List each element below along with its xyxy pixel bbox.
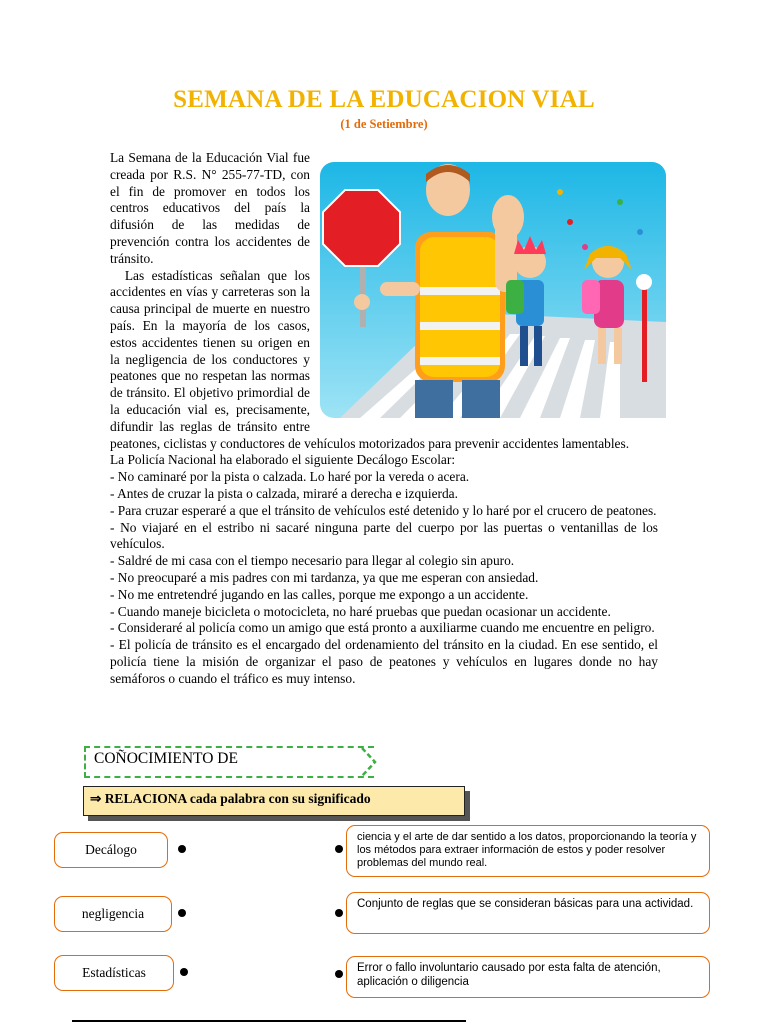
decalogo-item: - Cuando maneje bicicleta o motocicleta, no haré pruebas que puedan ocasionar un accidente. xyxy=(110,603,611,619)
decalogo-item: - Para cruzar esperaré a que el tránsito de vehículos esté detenido y lo haré por el crucero de peatones. xyxy=(110,502,657,518)
decalogo-item: - No me entretendré jugando en las calles, porque me expongo a un accidente. xyxy=(110,586,529,602)
definition-dot[interactable] xyxy=(335,845,343,853)
term-box[interactable]: negligencia xyxy=(54,896,172,932)
arrow-right-icon: ⇒ xyxy=(90,791,102,806)
traffic-education-illustration xyxy=(320,162,666,418)
article-body xyxy=(110,150,658,688)
dashed-arrow-icon xyxy=(360,746,378,778)
term-box[interactable]: Estadísticas xyxy=(54,955,174,991)
decalogo-item: - No preocuparé a mis padres con mi tardanza, ya que me esperan con ansiedad. xyxy=(110,569,539,585)
decalogo-item: - El policía de tránsito es el encargado del ordenamiento del tránsito en la ciudad. En ese sentido, el policía tiene la misión de organizar el paso de peatones y vehículos en lugares donde no hay semáforos o cuando el tráfico es muy intenso. xyxy=(110,637,658,686)
bottom-box-edge xyxy=(72,1020,466,1024)
decalogo-item: - Saldré de mi casa con el tiempo necesario para llegar al colegio sin apuro. xyxy=(110,553,515,569)
term-dot[interactable] xyxy=(180,968,188,976)
section-label: COÑOCIMIENTO DE xyxy=(94,750,238,767)
page-title: SEMANA DE LA EDUCACION VIAL xyxy=(173,86,595,113)
term-dot[interactable] xyxy=(178,909,186,917)
term-box[interactable]: Decálogo xyxy=(54,832,168,868)
decalogo-item: - No viajaré en el estribo ni sacaré ninguna parte del cuerpo por las puertas o ventanillas de los vehículos. xyxy=(110,519,658,552)
definition-dot[interactable] xyxy=(335,909,343,917)
decalogo-item: - Antes de cruzar la pista o calzada, miraré a derecha e izquierda. xyxy=(110,485,458,501)
page-subtitle: (1 de Setiembre) xyxy=(340,117,428,131)
definition-dot[interactable] xyxy=(335,970,343,978)
decalogo-item: - No caminaré por la pista o calzada. Lo haré por la vereda o acera. xyxy=(110,469,470,485)
paragraph: La Semana de la Educación Vial fue creada por R.S. N° 255-77-TD, con el fin de promover en todos los centros educativos del país la difusión de las medidas de prevención contra los accidentes de tránsito. xyxy=(110,150,310,266)
term-dot[interactable] xyxy=(178,845,186,853)
definition-box[interactable]: Error o fallo involuntario causado por esta falta de atención, aplicación o diligencia xyxy=(346,956,710,998)
decalogo-item: - Consideraré al policía como un amigo que está pronto a auxiliarme cuando me encuentre en peligro. xyxy=(110,620,655,636)
definition-box[interactable]: ciencia y el arte de dar sentido a los datos, proporcionando la teoría y los métodos para extraer información de estos y poder resolver problemas del mundo real. xyxy=(346,825,710,877)
instruction-text: RELACIONA cada palabra con su significado xyxy=(104,791,371,806)
instruction-box xyxy=(83,786,465,816)
paragraph: La Policía Nacional ha elaborado el siguiente Decálogo Escolar: xyxy=(110,452,456,468)
paragraph: Las estadísticas señalan que los accidentes en vías y carreteras son la causa principal de muerte en nuestro país. En la mayoría de los casos, estos accidentes tienen su origen en la negligencia de los conductores y peatones que no respetan las normas de tránsito. El objetivo primordial de la educación vial es, precisamente, difundir las reglas de tránsito entre peatones, ciclistas y conductores de vehículos motorizados para prevenir accidentes lamentables. xyxy=(110,267,630,451)
definition-box[interactable]: Conjunto de reglas que se consideran básicas para una actividad. xyxy=(346,892,710,934)
